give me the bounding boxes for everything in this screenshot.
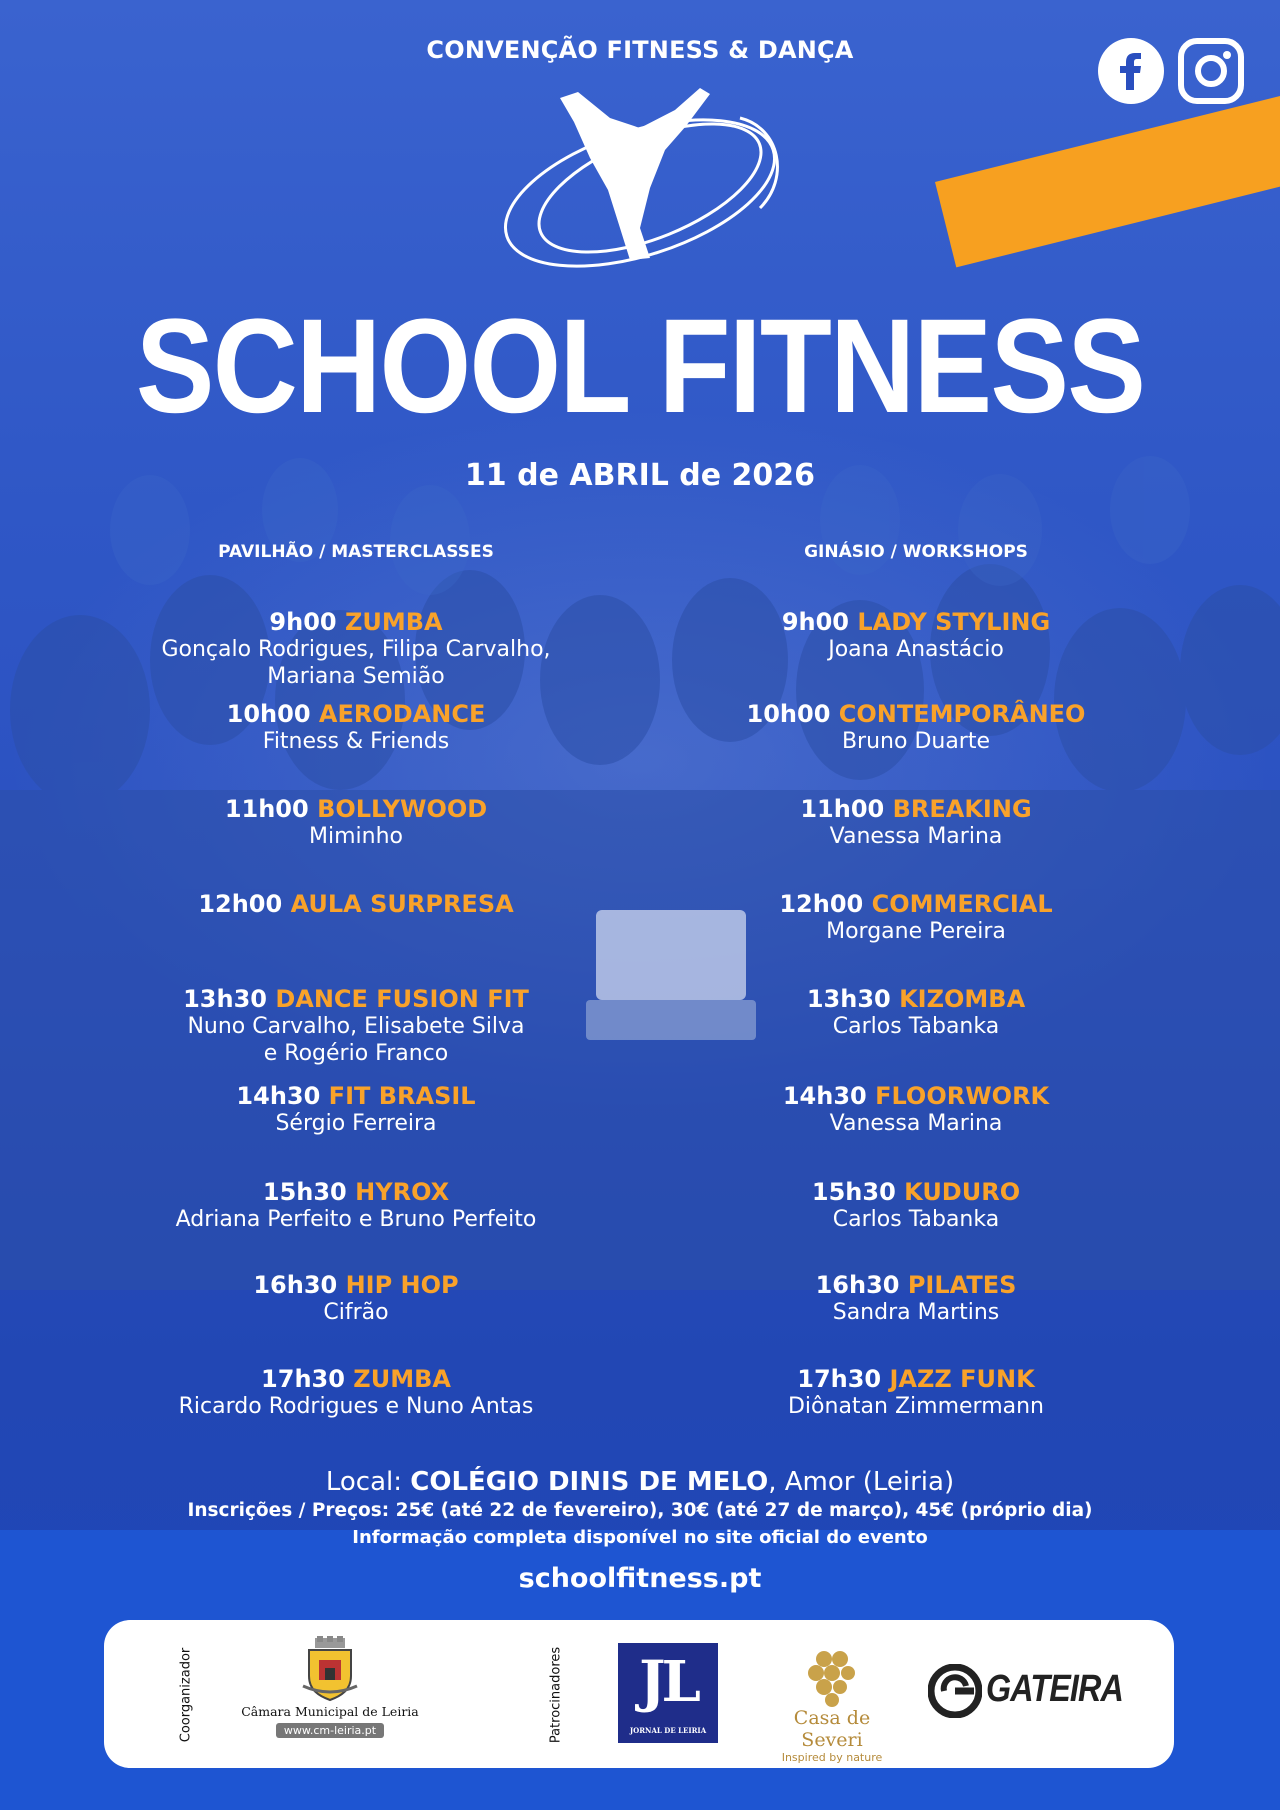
session-left-5 — [76, 1082, 636, 1137]
event-date: 11 de ABRIL de 2026 — [464, 458, 816, 493]
session-name: HIP HOP — [345, 1271, 459, 1299]
session-time: 13h30 — [183, 985, 267, 1013]
session-name: COMMERCIAL — [871, 890, 1053, 918]
session-time: 9h00 — [269, 608, 337, 636]
session-time: 9h00 — [781, 608, 849, 636]
session-title — [76, 608, 636, 636]
session-time: 11h00 — [800, 795, 885, 823]
session-instructors: Adriana Perfeito e Bruno Perfeito — [175, 1207, 537, 1232]
session-name: KUDURO — [904, 1178, 1021, 1206]
session-left-7 — [76, 1271, 636, 1326]
prices-line: Inscrições / Preços: 25€ (até 22 de fevereiro), 30€ (até 27 de março), 45€ (próprio dia) — [187, 1500, 1093, 1521]
session-title — [76, 985, 636, 1013]
session-name: PILATES — [907, 1271, 1017, 1299]
session-right-8 — [636, 1365, 1196, 1420]
session-time: 17h30 — [797, 1365, 882, 1393]
grapes-icon — [802, 1645, 862, 1707]
session-instructors: Joana Anastácio — [828, 637, 1004, 662]
session-title — [636, 1271, 1196, 1299]
right-column-heading: GINÁSIO / WORKSHOPS — [804, 542, 1028, 562]
session-title — [636, 795, 1196, 823]
session-time: 14h30 — [236, 1082, 321, 1110]
left-column-heading: PAVILHÃO / MASTERCLASSES — [218, 542, 494, 562]
session-instructors: Gonçalo Rodrigues, Filipa Carvalho, — [161, 637, 551, 662]
session-instructors: e Rogério Franco — [263, 1041, 449, 1066]
session-name: ZUMBA — [353, 1365, 451, 1393]
venue-place: , Amor (Leiria) — [768, 1467, 955, 1497]
session-right-1 — [636, 700, 1196, 755]
breakdancer-logo — [490, 78, 790, 288]
session-time: 16h30 — [253, 1271, 338, 1299]
session-name: JAZZ FUNK — [889, 1365, 1035, 1393]
session-instructors: Vanessa Marina — [829, 824, 1003, 849]
coorganizer-label — [176, 1640, 196, 1750]
session-instructors: Sandra Martins — [832, 1300, 1000, 1325]
session-title — [636, 608, 1196, 636]
session-left-8 — [76, 1365, 636, 1420]
session-name: FLOORWORK — [875, 1082, 1050, 1110]
session-title — [76, 1365, 636, 1393]
session-name: DANCE FUSION FIT — [275, 985, 529, 1013]
session-instructors: Nuno Carvalho, Elisabete Silva — [187, 1014, 525, 1039]
facebook-icon[interactable] — [1098, 38, 1164, 104]
session-instructors: Carlos Tabanka — [832, 1207, 1000, 1232]
session-instructors: Ricardo Rodrigues e Nuno Antas — [178, 1394, 534, 1419]
session-title — [636, 985, 1196, 1013]
event-title: SCHOOL FITNESS — [135, 292, 1145, 441]
session-right-6 — [636, 1178, 1196, 1233]
venue-name: COLÉGIO DINIS DE MELO — [410, 1467, 769, 1497]
cml-name: Câmara Municipal de Leiria — [241, 1704, 419, 1719]
session-time: 12h00 — [779, 890, 864, 918]
session-title — [76, 700, 636, 728]
session-time: 10h00 — [226, 700, 311, 728]
info-line: Informação completa disponível no site oficial do evento — [352, 1527, 928, 1548]
session-name: KIZOMBA — [899, 985, 1026, 1013]
session-instructors: Sérgio Ferreira — [275, 1111, 437, 1136]
session-instructors: Mariana Semião — [267, 664, 445, 689]
coorganizer-text: Coorganizador — [178, 1647, 194, 1743]
session-title — [76, 1271, 636, 1299]
jornal-de-leiria-logo[interactable] — [618, 1643, 718, 1743]
convention-title: CONVENÇÃO FITNESS & DANÇA — [426, 36, 854, 64]
instagram-icon[interactable] — [1178, 38, 1244, 104]
session-title — [76, 1082, 636, 1110]
session-right-3 — [636, 890, 1196, 945]
session-time: 14h30 — [782, 1082, 867, 1110]
venue-label: Local: — [325, 1467, 411, 1497]
session-name: AERODANCE — [318, 700, 486, 728]
session-left-1 — [76, 700, 636, 755]
session-name: BOLLYWOOD — [317, 795, 488, 823]
jl-letters: JL — [639, 1649, 697, 1715]
session-time: 15h30 — [262, 1178, 347, 1206]
session-time: 16h30 — [815, 1271, 900, 1299]
session-instructors: Carlos Tabanka — [832, 1014, 1000, 1039]
session-title — [76, 1178, 636, 1206]
session-left-4 — [76, 985, 636, 1067]
session-title — [636, 1365, 1196, 1393]
casa-de-severi-logo[interactable] — [762, 1645, 902, 1764]
session-instructors: Miminho — [309, 824, 403, 849]
leiria-crest-icon — [301, 1636, 359, 1702]
session-time: 17h30 — [261, 1365, 345, 1393]
session-right-7 — [636, 1271, 1196, 1326]
session-instructors: Vanessa Marina — [829, 1111, 1003, 1136]
session-name: AULA SURPRESA — [290, 890, 514, 918]
session-title — [636, 890, 1196, 918]
session-right-4 — [636, 985, 1196, 1040]
session-left-3 — [76, 890, 636, 918]
gateira-logo[interactable] — [928, 1664, 1124, 1720]
session-name: BREAKING — [892, 795, 1032, 823]
session-instructors: Fitness & Friends — [262, 729, 450, 754]
session-instructors: Morgane Pereira — [826, 919, 1006, 944]
severi-tagline: Inspired by nature — [781, 1751, 883, 1764]
venue-line — [0, 1467, 1280, 1497]
session-instructors: Diônatan Zimmermann — [787, 1394, 1045, 1419]
session-title — [636, 700, 1196, 728]
session-left-6 — [76, 1178, 636, 1233]
session-time: 15h30 — [811, 1178, 896, 1206]
session-name: FIT BRASIL — [328, 1082, 476, 1110]
session-name: ZUMBA — [344, 608, 443, 636]
session-name: HYROX — [355, 1178, 450, 1206]
session-time: 11h00 — [224, 795, 309, 823]
session-name: LADY STYLING — [857, 608, 1051, 636]
website-link[interactable]: schoolfitness.pt — [518, 1563, 762, 1594]
session-name: CONTEMPORÂNEO — [838, 700, 1086, 728]
session-right-5 — [636, 1082, 1196, 1137]
session-instructors: Cifrão — [323, 1300, 389, 1325]
session-instructors: Bruno Duarte — [841, 729, 991, 754]
cml-url[interactable]: www.cm-leiria.pt — [276, 1723, 384, 1738]
session-title — [636, 1178, 1196, 1206]
session-title — [636, 1082, 1196, 1110]
cm-leiria-logo[interactable] — [240, 1636, 420, 1754]
session-title — [76, 795, 636, 823]
session-time: 13h30 — [806, 985, 891, 1013]
sponsors-text: Patrocinadores — [548, 1646, 564, 1744]
gateira-word: GATEIRA — [986, 1668, 1124, 1710]
session-right-0 — [636, 608, 1196, 663]
session-title — [76, 890, 636, 918]
jl-name: JORNAL DE LEIRIA — [629, 1726, 707, 1735]
session-right-2 — [636, 795, 1196, 850]
session-left-0 — [76, 608, 636, 690]
sponsors-label — [546, 1640, 566, 1750]
severi-name: Casa de Severi — [793, 1707, 871, 1751]
gateira-g-icon — [928, 1664, 982, 1718]
session-left-2 — [76, 795, 636, 850]
session-time: 10h00 — [746, 700, 831, 728]
session-time: 12h00 — [198, 890, 283, 918]
